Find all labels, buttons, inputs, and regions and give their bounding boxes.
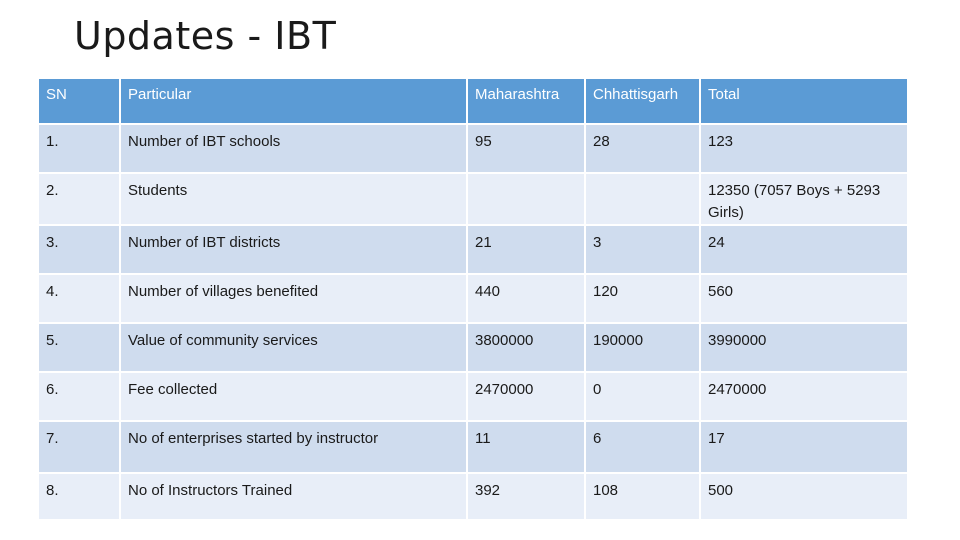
cell-sn: 2. — [38, 173, 120, 225]
cell-total: 24 — [700, 225, 908, 274]
cell-sn: 8. — [38, 473, 120, 520]
cell-maharashtra — [467, 173, 585, 225]
table-row — [38, 473, 908, 520]
cell-particular: Number of IBT schools — [120, 124, 467, 173]
cell-maharashtra: 3800000 — [467, 323, 585, 372]
cell-maharashtra: 440 — [467, 274, 585, 323]
cell-sn: 7. — [38, 421, 120, 473]
cell-total: 3990000 — [700, 323, 908, 372]
cell-maharashtra: 21 — [467, 225, 585, 274]
cell-particular: No of Instructors Trained — [120, 473, 467, 520]
cell-particular: Number of IBT districts — [120, 225, 467, 274]
cell-total: 12350 (7057 Boys + 5293 Girls) — [700, 173, 908, 225]
cell-total: 123 — [700, 124, 908, 173]
slide-title: Updates - IBT — [74, 14, 337, 58]
table-row — [38, 173, 908, 225]
table-row — [38, 372, 908, 421]
cell-particular: Fee collected — [120, 372, 467, 421]
cell-particular: No of enterprises started by instructor — [120, 421, 467, 473]
cell-chhattisgarh: 6 — [585, 421, 700, 473]
cell-maharashtra: 392 — [467, 473, 585, 520]
cell-maharashtra: 2470000 — [467, 372, 585, 421]
cell-chhattisgarh — [585, 173, 700, 225]
cell-total: 500 — [700, 473, 908, 520]
cell-total: 2470000 — [700, 372, 908, 421]
table-row — [38, 274, 908, 323]
table-row — [38, 421, 908, 473]
cell-maharashtra: 95 — [467, 124, 585, 173]
header-maharashtra: Maharashtra — [467, 78, 585, 124]
table-row — [38, 124, 908, 173]
cell-sn: 6. — [38, 372, 120, 421]
cell-particular: Students — [120, 173, 467, 225]
cell-chhattisgarh: 120 — [585, 274, 700, 323]
ibt-updates-table — [37, 77, 909, 521]
cell-total: 17 — [700, 421, 908, 473]
cell-maharashtra: 11 — [467, 421, 585, 473]
cell-chhattisgarh: 0 — [585, 372, 700, 421]
cell-chhattisgarh: 3 — [585, 225, 700, 274]
header-chhattisgarh: Chhattisgarh — [585, 78, 700, 124]
cell-sn: 5. — [38, 323, 120, 372]
cell-particular: Number of villages benefited — [120, 274, 467, 323]
cell-chhattisgarh: 190000 — [585, 323, 700, 372]
header-total: Total — [700, 78, 908, 124]
cell-sn: 1. — [38, 124, 120, 173]
cell-particular: Value of community services — [120, 323, 467, 372]
header-particular: Particular — [120, 78, 467, 124]
cell-sn: 4. — [38, 274, 120, 323]
cell-chhattisgarh: 28 — [585, 124, 700, 173]
cell-chhattisgarh: 108 — [585, 473, 700, 520]
cell-total: 560 — [700, 274, 908, 323]
table-header-row — [38, 78, 908, 124]
header-sn: SN — [38, 78, 120, 124]
table-row — [38, 225, 908, 274]
cell-sn: 3. — [38, 225, 120, 274]
table-row — [38, 323, 908, 372]
